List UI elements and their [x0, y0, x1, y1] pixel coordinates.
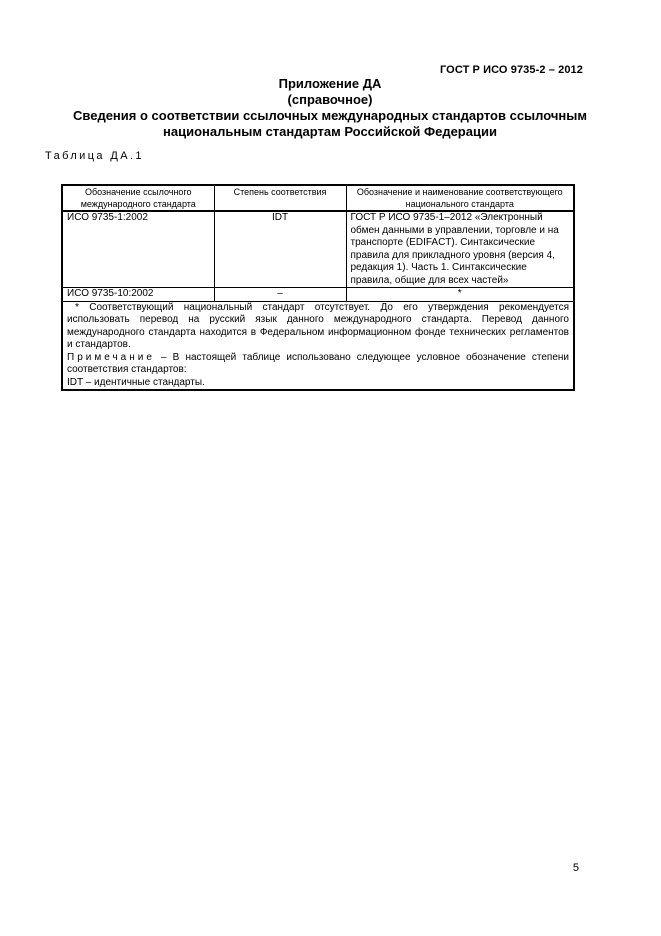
degree-cell: IDT — [214, 211, 346, 288]
appendix-type: (справочное) — [287, 92, 373, 107]
appendix-subject-line-2: национальным стандартам Российской Федерации — [163, 124, 497, 139]
column-header-intl-standard: Обозначение ссылочного международного стандарта — [62, 185, 214, 211]
note-paragraph — [67, 352, 569, 377]
column-header-national-standard: Обозначение и наименование соответствующего национального стандарта — [346, 185, 574, 211]
document-code: ГОСТ Р ИСО 9735-2 – 2012 — [439, 64, 583, 76]
national-standard-cell: ГОСТ Р ИСО 9735-1–2012 «Электронный обмен данными в управлении, торговле и на транспорте (EDIFACT). Синтаксические правила для прикладного уровня (версия 4, редакция 1). Часть 1. Синтаксические правила, общие для всех частей» — [346, 211, 574, 288]
intl-standard-cell: ИСО 9735-10:2002 — [62, 288, 214, 302]
note-text: – В настоящей таблице использовано следующее условное обозначение степени соответствия стандартов: — [67, 351, 569, 375]
note-label: Примечание — [67, 351, 155, 363]
table-row — [62, 288, 574, 302]
table-notes-cell — [62, 301, 574, 390]
table-header-row — [62, 185, 574, 211]
intl-standard-cell: ИСО 9735-1:2002 — [62, 211, 214, 288]
national-standard-cell: * — [346, 288, 574, 302]
table-row — [62, 211, 574, 288]
correspondence-table — [61, 184, 575, 391]
page-number: 5 — [572, 862, 579, 874]
appendix-title: Приложение ДА — [278, 76, 382, 91]
table-notes-row — [62, 301, 574, 390]
footnote-text: * Соответствующий национальный стандарт отсутствует. До его утверждения рекомендуется использовать перевод на русский язык данного международного стандарта. Перевод данного международного стандарта находится в Федеральном информационном фонде технических регламентов и стандартов. — [67, 301, 569, 350]
table-caption: Таблица ДА.1 — [45, 150, 144, 162]
appendix-subject-line-1: Сведения о соответствии ссылочных международных стандартов ссылочным — [73, 108, 587, 123]
degree-cell: – — [214, 288, 346, 302]
column-header-degree: Степень соответствия — [214, 185, 346, 211]
idt-definition: IDT – идентичные стандарты. — [67, 376, 205, 388]
